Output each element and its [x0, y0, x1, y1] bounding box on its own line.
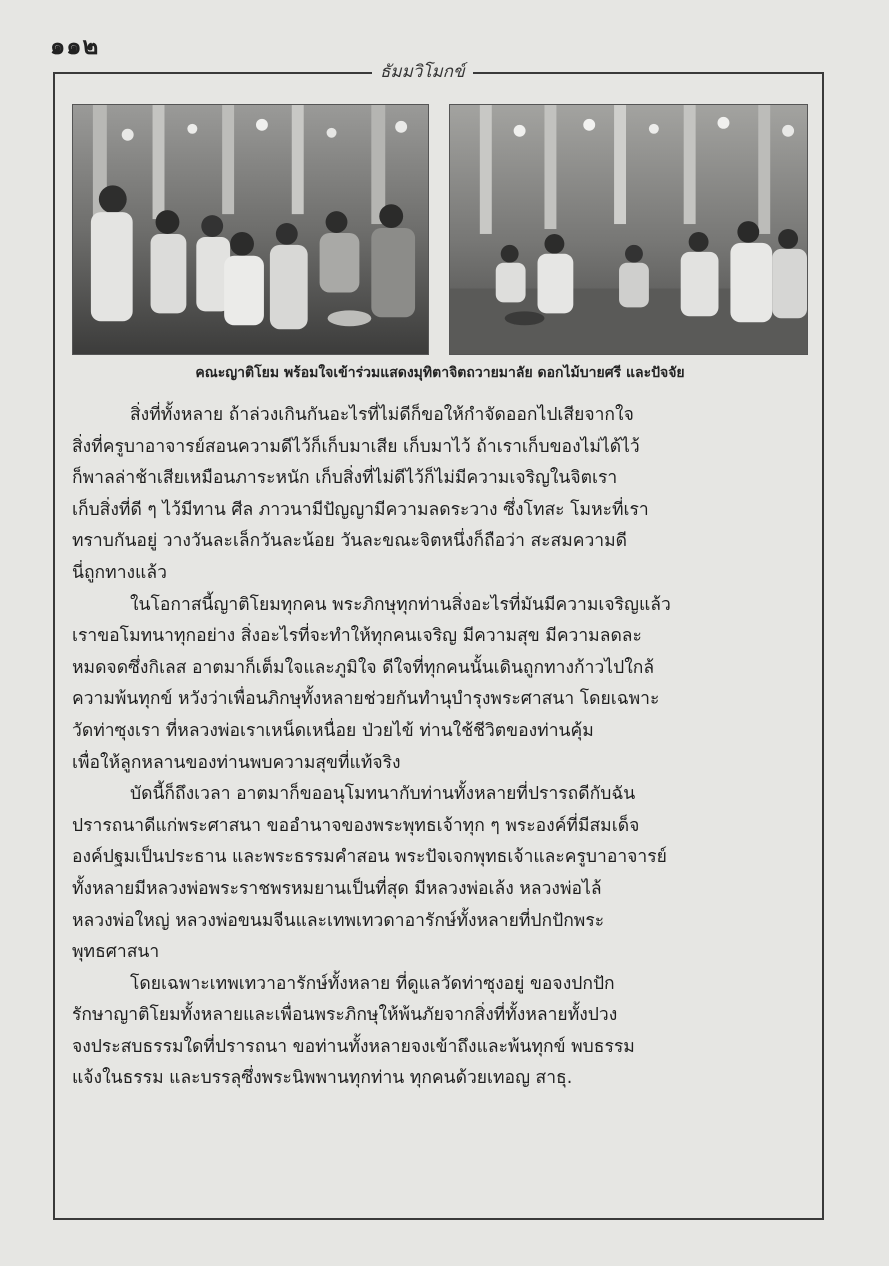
paragraph-line: บัดนี้ก็ถึงเวลา อาตมาก็ขออนุโมทนากับท่านทั้งหลายที่ปรารถดีกับฉัน [130, 784, 636, 805]
paragraph-line: รักษาญาติโยมทั้งหลายและเพื่อนพระภิกษุให้พ้นภัยจากสิ่งที่ทั้งหลายทั้งปวง [72, 1005, 618, 1026]
paragraph-line: องค์ปฐมเป็นประธาน และพระธรรมคำสอน พระปัจเจกพุทธเจ้าและครูบาอาจารย์ [72, 847, 667, 868]
body-text [72, 400, 812, 1095]
paragraph-line: พุทธศาสนา [72, 942, 160, 963]
paragraph-line: สิ่งที่ทั้งหลาย ถ้าล่วงเกินกันอะไรที่ไม่ดีก็ขอให้กำจัดออกไปเสียจากใจ [130, 405, 634, 425]
paragraph-line: สิ่งที่ครูบาอาจารย์สอนความดีไว้ก็เก็บมาเสีย เก็บมาไว้ ถ้าเราเก็บของไม่ได้ไว้ [72, 436, 640, 457]
paragraph-line: เพื่อให้ลูกหลานของท่านพบความสุขที่แท้จริง [72, 752, 401, 773]
paragraph-line: ทั้งหลายมีหลวงพ่อพระราชพรหมยานเป็นที่สุด มีหลวงพ่อเล้ง หลวงพ่อไล้ [72, 878, 602, 899]
running-header: ธัมมวิโมกข์ [372, 58, 473, 85]
paragraph-line: แจ้งในธรรม และบรรลุซึ่งพระนิพพานทุกท่าน ทุกคนด้วยเทอญ สาธุ. [72, 1068, 573, 1089]
paragraph-line: หลวงพ่อใหญ่ หลวงพ่อขนมจีนและเทพเทวดาอารักษ์ทั้งหลายที่ปกปักพระ [72, 910, 605, 931]
paragraph-line: วัดท่าซุงเรา ที่หลวงพ่อเราเหน็ดเหนื่อย ป่วยไข้ ท่านใช้ชีวิตของท่านคุ้ม [72, 720, 594, 741]
paragraph-line: หมดจดซึ่งกิเลส อาตมาก็เต็มใจและภูมิใจ ดีใจที่ทุกคนนั้นเดินถูกทางก้าวไปใกล้ [72, 657, 655, 678]
page-number: ๑๑๒ [50, 32, 100, 60]
paragraph-line: ในโอกาสนี้ญาติโยมทุกคน พระภิกษุทุกท่านสิ่งอะไรที่มันมีความเจริญแล้ว [130, 594, 671, 615]
photo-devotees-offering [72, 104, 429, 355]
paragraph-line: ความพ้นทุกข์ หวังว่าเพื่อนภิกษุทั้งหลายช่วยกันทำนุบำรุงพระศาสนา โดยเฉพาะ [72, 689, 660, 710]
photo-devotees-seated [449, 104, 808, 355]
paragraph-line: จงประสบธรรมใดที่ปรารถนา ขอท่านทั้งหลายจงเข้าถึงและพ้นทุกข์ พบธรรม [72, 1036, 635, 1057]
paragraph-line: เก็บสิ่งที่ดี ๆ ไว้มีทาน ศีล ภาวนามีปัญญามีความลดระวาง ซึ่งโทสะ โมหะที่เรา [72, 499, 649, 520]
paragraph-line: นี่ถูกทางแล้ว [72, 562, 167, 583]
paragraph-line: ก็พาลล่าช้าเสียเหมือนภาระหนัก เก็บสิ่งที่ไม่ดีไว้ก็ไม่มีความเจริญในจิตเรา [72, 468, 618, 489]
photo-caption: คณะญาติโยม พร้อมใจเข้าร่วมแสดงมุทิตาจิตถวายมาลัย ดอกไม้บายศรี และปัจจัย [195, 365, 685, 381]
paragraph-line: ปรารถนาดีแก่พระศาสนา ขออำนาจของพระพุทธเจ้าทุก ๆ พระองค์ที่มีสมเด็จ [72, 815, 640, 836]
paragraph-line: ทราบกันอยู่ วางวันละเล็กวันละน้อย วันละขณะจิตหนึ่งก็ถือว่า สะสมความดี [72, 531, 628, 552]
paragraph-line: เราขอโมทนาทุกอย่าง สิ่งอะไรที่จะทำให้ทุกคนเจริญ มีความสุข มีความลดละ [72, 626, 642, 647]
paragraph-line: โดยเฉพาะเทพเทวาอารักษ์ทั้งหลาย ที่ดูแลวัดท่าซุงอยู่ ขอจงปกปัก [130, 973, 615, 994]
